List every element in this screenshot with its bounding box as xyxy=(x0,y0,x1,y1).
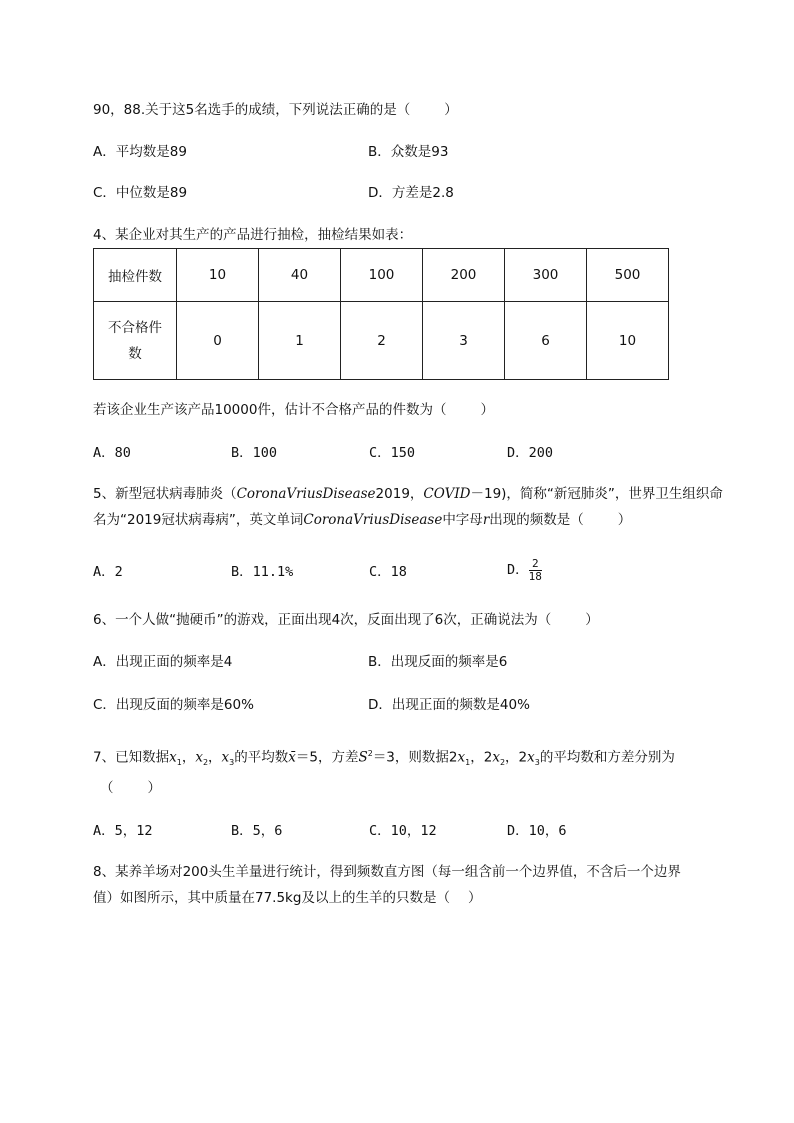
q4-option-a[interactable]: A．80 xyxy=(93,445,131,461)
q7-coef: 2 xyxy=(483,749,493,766)
q6-stem-close: ） xyxy=(585,612,599,628)
q5-letter: r xyxy=(482,512,490,528)
q8-text: 值）如图所示，其中质量在77.5kg及以上的生羊的只数是（ xyxy=(93,890,450,906)
q7-option-b[interactable]: B．5，6 xyxy=(231,823,283,839)
q5-text: －19)，简称“新冠肺炎”，世界卫生组织命 xyxy=(470,486,723,502)
q7-text: ， xyxy=(208,749,222,766)
q3-stem-close: ） xyxy=(444,102,458,118)
q5-text: 2019， xyxy=(375,486,424,502)
q8-stem-line2 xyxy=(93,889,481,907)
table-cell: 6 xyxy=(505,302,587,380)
q7-text: ＝3，则数据 xyxy=(372,749,449,766)
q5-text: 名为“2019冠状病毒病”，英文单词 xyxy=(93,512,304,528)
table-cell: 100 xyxy=(341,249,423,302)
q7-text: ＝5，方差 xyxy=(295,749,359,766)
q6-option-b[interactable]: B．出现反面的频率是6 xyxy=(368,654,508,670)
q7-mean-symbol: x̄ xyxy=(288,749,296,766)
table-cell: 2 xyxy=(341,302,423,380)
q4-table xyxy=(93,248,669,380)
q3-option-a[interactable]: A．平均数是89 xyxy=(93,144,187,160)
q7-paren-open: （ xyxy=(100,780,114,796)
q5-term: COVID xyxy=(423,486,471,502)
q7-coef: 2 xyxy=(448,749,458,766)
q6-stem-text: 6、一个人做“抛硬币”的游戏，正面出现4次，反面出现了6次，正确说法为（ xyxy=(93,612,552,628)
q7-sub: 1 xyxy=(465,758,471,768)
table-cell: 200 xyxy=(423,249,505,302)
table-cell: 40 xyxy=(259,249,341,302)
q5-stem-line2 xyxy=(93,511,631,529)
table-cell: 3 xyxy=(423,302,505,380)
q8-stem-line1: 8、某养羊场对200头生羊量进行统计，得到频数直方图（每一组含前一个边界值，不含后一个边界 xyxy=(93,864,681,880)
q5-option-d-label: D． xyxy=(507,562,529,578)
table-row xyxy=(94,302,669,380)
q5-option-d[interactable] xyxy=(507,553,542,587)
q7-sup: 2 xyxy=(367,749,373,758)
q5-text: 出现的频数是（ xyxy=(489,512,584,528)
q7-option-c[interactable]: C．10，12 xyxy=(369,823,437,839)
q6-stem xyxy=(93,611,599,629)
q7-text: 的平均数和方差分别为 xyxy=(539,749,675,766)
q7-sub: 3 xyxy=(229,758,235,768)
q7-var: x xyxy=(527,749,535,766)
table-header-line: 数 xyxy=(128,345,142,362)
q7-text: ， xyxy=(470,749,484,766)
q3-stem xyxy=(93,101,458,119)
q5-option-c[interactable]: C．18 xyxy=(369,564,407,580)
q4-option-d[interactable]: D．200 xyxy=(507,445,554,461)
q7-paren-close: ） xyxy=(147,780,161,796)
q4-option-c[interactable]: C．150 xyxy=(369,445,416,461)
q3-option-d[interactable]: D．方差是2.8 xyxy=(368,185,454,201)
q4-option-b[interactable]: B．100 xyxy=(231,445,278,461)
q7-var: x xyxy=(492,749,500,766)
q4-question-close: ） xyxy=(480,402,494,418)
q4-question xyxy=(93,401,494,419)
table-header-cell: 抽检件数 xyxy=(94,249,177,302)
q7-option-a[interactable]: A．5，12 xyxy=(93,823,153,839)
q5-text: 5、新型冠状病毒肺炎（ xyxy=(93,486,237,502)
q7-sub: 1 xyxy=(176,758,182,768)
table-cell: 0 xyxy=(177,302,259,380)
q7-text: ， xyxy=(181,749,196,766)
q7-sub: 2 xyxy=(499,758,506,768)
q3-option-b[interactable]: B．众数是93 xyxy=(368,144,449,160)
q7-var: x xyxy=(169,749,177,766)
q7-text: ， xyxy=(505,749,519,766)
q7-paren xyxy=(100,779,161,797)
fraction xyxy=(529,558,542,583)
table-header-cell xyxy=(94,302,177,380)
q7-text: 7、已知数据 xyxy=(93,749,170,766)
q7-text: 的平均数 xyxy=(234,749,289,766)
q4-stem: 4、某企业对其生产的产品进行抽检，抽检结果如表： xyxy=(93,227,413,243)
q5-close: ） xyxy=(617,512,632,528)
q3-option-c[interactable]: C．中位数是89 xyxy=(93,185,188,201)
q5-option-b[interactable]: B．11.1% xyxy=(231,564,294,580)
q7-sub: 2 xyxy=(202,758,209,768)
table-cell: 10 xyxy=(587,302,669,380)
q6-option-a[interactable]: A．出现正面的频率是4 xyxy=(93,654,233,670)
q5-stem-line1 xyxy=(93,485,723,503)
q7-option-d[interactable]: D．10，6 xyxy=(507,823,567,839)
table-cell: 10 xyxy=(177,249,259,302)
q7-variance-symbol: S xyxy=(358,749,368,766)
q7-var: x xyxy=(221,749,230,766)
q4-question-text: 若该企业生产该产品10000件，估计不合格产品的件数为（ xyxy=(93,402,447,418)
fraction-numerator: 2 xyxy=(531,556,539,570)
fraction-denominator: 18 xyxy=(528,569,542,583)
q6-option-d[interactable]: D．出现正面的频数是40% xyxy=(368,697,530,713)
table-cell: 300 xyxy=(505,249,587,302)
q7-var: x xyxy=(457,749,466,766)
q5-text: 中字母 xyxy=(442,512,483,528)
q7-var: x xyxy=(195,749,203,766)
q7-coef: 2 xyxy=(518,749,528,766)
table-cell: 1 xyxy=(259,302,341,380)
q7-sub: 3 xyxy=(534,758,540,768)
q6-option-c[interactable]: C．出现反面的频率是60% xyxy=(93,697,254,713)
q8-close: ） xyxy=(467,890,482,906)
q7-stem xyxy=(93,745,675,772)
q5-term: CoronaVriusDisease xyxy=(236,486,376,502)
q3-stem-text: 90，88.关于这5名选手的成绩，下列说法正确的是（ xyxy=(93,102,411,118)
q5-term: CoronaVriusDisease xyxy=(303,512,443,528)
table-row xyxy=(94,249,669,302)
table-cell: 500 xyxy=(587,249,669,302)
q5-option-a[interactable]: A．2 xyxy=(93,564,123,580)
table-header-line: 不合格件 xyxy=(108,319,162,336)
